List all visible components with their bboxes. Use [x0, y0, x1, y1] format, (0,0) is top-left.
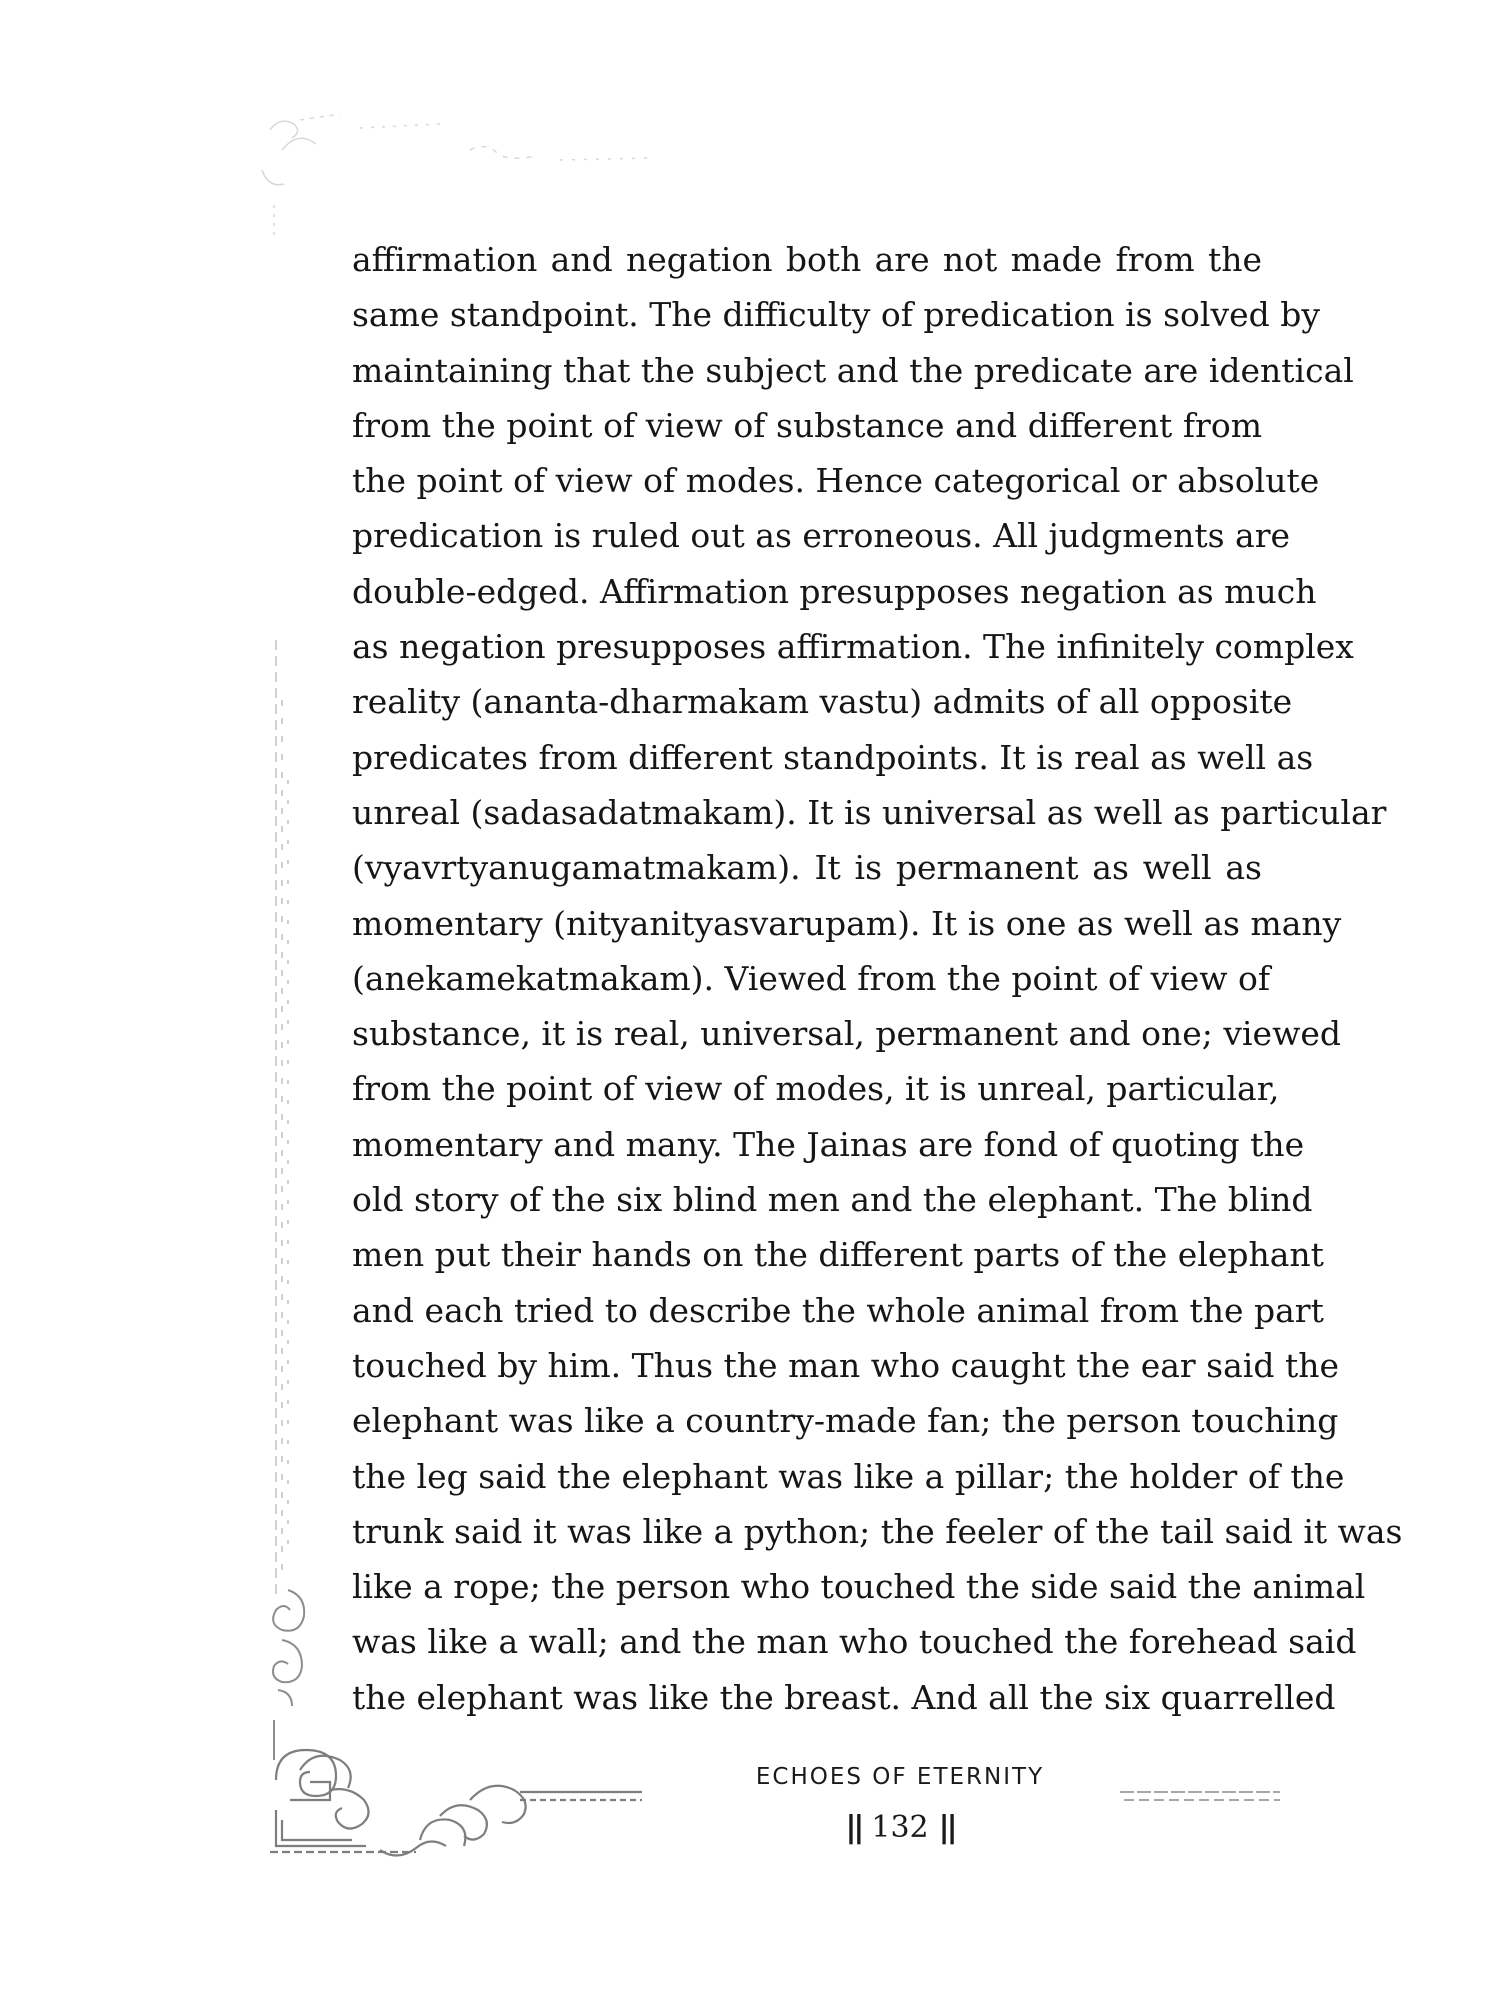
running-footer-title: ECHOES OF ETERNITY: [755, 1764, 1045, 1790]
text-line: like a rope; the person who touched the side said the animal: [352, 1567, 1366, 1607]
page-number: [750, 1810, 1050, 1845]
text-line: as negation presupposes affirmation. The infinitely complex: [352, 627, 1354, 667]
text-line: (anekamekatmakam). Viewed from the point of view of: [352, 958, 1271, 998]
text-line: elephant was like a country-made fan; the person touching: [352, 1401, 1339, 1441]
left-scroll-ornament: [273, 1590, 304, 1760]
page-number-left-bars: ||: [845, 1810, 862, 1845]
bottom-left-corner-ornament: [270, 1750, 642, 1856]
text-line: from the point of view of substance and different from: [352, 405, 1262, 445]
text-line: old story of the six blind men and the elephant. The blind: [352, 1180, 1313, 1220]
text-line: predication is ruled out as erroneous. All judgments are: [352, 516, 1291, 556]
text-line: touched by him. Thus the man who caught the ear said the: [352, 1345, 1340, 1385]
text-line: (vyavrtyanugamatmakam). It is permanent as well as: [352, 848, 1262, 888]
text-line: trunk said it was like a python; the feeler of the tail said it was: [352, 1511, 1403, 1551]
text-line: from the point of view of modes, it is unreal, particular,: [352, 1069, 1280, 1109]
text-line: predicates from different standpoints. It is real as well as: [352, 737, 1314, 777]
page-number-value: 132: [871, 1810, 929, 1845]
text-line: was like a wall; and the man who touched the forehead said: [352, 1622, 1357, 1662]
text-line: maintaining that the subject and the predicate are identical: [352, 350, 1354, 390]
text-line: the point of view of modes. Hence categorical or absolute: [352, 461, 1320, 501]
text-line: momentary (nityanityasvarupam). It is one as well as many: [352, 903, 1342, 943]
body-text: [352, 232, 1403, 1725]
text-line: and each tried to describe the whole animal from the part: [352, 1290, 1324, 1330]
page-number-right-bars: ||: [938, 1810, 955, 1845]
bottom-right-rule: [1120, 1792, 1280, 1800]
text-line: men put their hands on the different parts of the elephant: [352, 1235, 1324, 1275]
text-line: the elephant was like the breast. And all the six quarrelled: [352, 1677, 1336, 1717]
top-left-faded-ornament: [262, 114, 650, 235]
text-line: substance, it is real, universal, permanent and one; viewed: [352, 1014, 1341, 1054]
text-line: affirmation and negation both are not made from the: [352, 240, 1262, 279]
text-line: the leg said the elephant was like a pillar; the holder of the: [352, 1456, 1345, 1496]
left-border-vertical-lines: [276, 640, 288, 1600]
text-line: same standpoint. The difficulty of predication is solved by: [352, 295, 1321, 335]
text-line: double-edged. Affirmation presupposes negation as much: [352, 571, 1317, 611]
text-line: reality (ananta-dharmakam vastu) admits of all opposite: [352, 682, 1293, 722]
text-line: momentary and many. The Jainas are fond of quoting the: [352, 1124, 1305, 1164]
text-line: unreal (sadasadatmakam). It is universal as well as particular: [352, 792, 1387, 832]
